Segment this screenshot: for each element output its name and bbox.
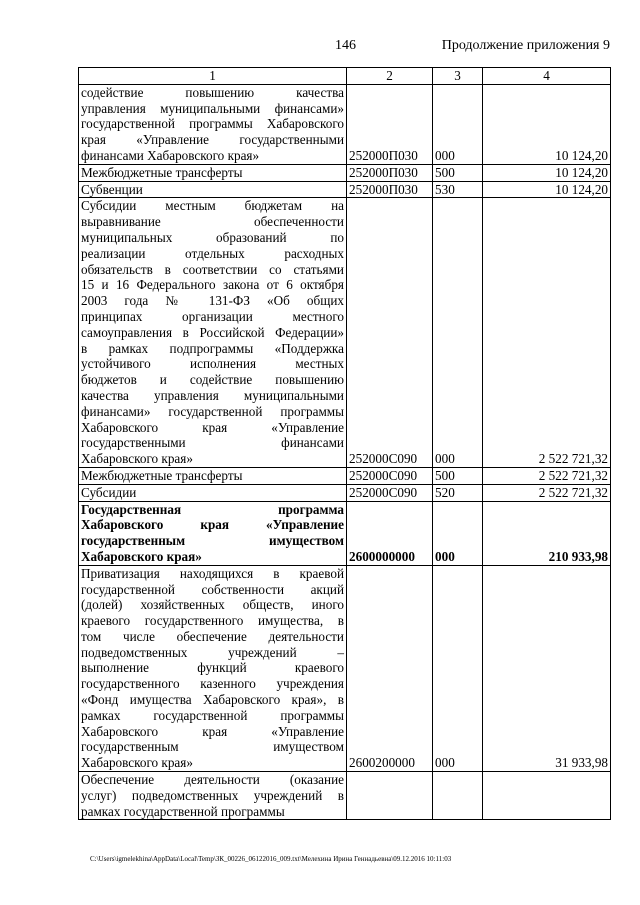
table-row [79,181,611,198]
table-row [79,198,611,468]
amount: 2 522 721,32 [483,467,611,484]
description-line: государственным имуществом [81,533,344,549]
expense-type-code: 500 [433,164,483,181]
amount [483,772,611,820]
description-line: рамках государственной программы [81,803,285,819]
table-row [79,501,611,565]
expense-type-code: 500 [433,467,483,484]
target-article-code: 252000П030 [347,84,433,164]
description-line: самоуправления в Российской Федерации» [81,324,344,340]
expense-type-code: 000 [433,565,483,771]
expense-type-code: 000 [433,84,483,164]
amount: 2 522 721,32 [483,198,611,468]
description-line: качества управления муниципальными [81,387,344,403]
table-row [79,467,611,484]
amount: 31 933,98 [483,565,611,771]
description-line: выравнивание обеспеченности [81,214,344,230]
description-line: Хабаровского края» [81,755,193,771]
continuation-note: Продолжение приложения 9 [441,38,610,53]
description-line: Обеспечение деятельности (оказание [81,772,344,788]
description-line: Хабаровского края» [81,548,202,564]
target-article-code: 252000П030 [347,181,433,198]
target-article-code [347,772,433,820]
target-article-code: 252000С090 [347,198,433,468]
column-header-2: 2 [347,68,433,85]
description-line: бюджетов и содействие повышению [81,372,344,388]
row-description [79,181,347,198]
description-line: Приватизация находящихся в краевой [81,565,344,581]
target-article-code: 2600000000 [347,501,433,565]
description-line: обязательств в соответствии со статьями [81,261,344,277]
table-row [79,84,611,164]
target-article-code: 252000С090 [347,484,433,501]
description-line: принципах организации местного [81,308,344,324]
description-line: подведомственных учреждений – [81,644,344,660]
table-row [79,772,611,820]
description-line: том числе обеспечение деятельности [81,628,344,644]
amount: 210 933,98 [483,501,611,565]
amount: 10 124,20 [483,181,611,198]
description-line: «Фонд имущества Хабаровского края», в [81,692,344,708]
description-line: 15 и 16 Федерального закона от 6 октября [81,277,344,293]
row-description [79,467,347,484]
expense-type-code [433,772,483,820]
description-line: содействие повышению качества [81,84,344,100]
description-line: реализации отдельных расходных [81,245,344,261]
description-line: (долей) хозяйственных обществ, иного [81,597,344,613]
table-row [79,164,611,181]
row-description [79,772,347,820]
row-description [79,84,347,164]
amount: 2 522 721,32 [483,484,611,501]
target-article-code: 252000П030 [347,164,433,181]
description-line: Хабаровского края» [81,451,193,467]
row-description [79,565,347,771]
description-line: Субсидии местным бюджетам на [81,198,344,214]
description-line: Государственная программа [81,501,344,517]
description-line: края «Управление государственными [81,132,344,148]
description-line: государственной программы Хабаровского [81,116,344,132]
row-description [79,164,347,181]
description-line: государственного казенного учреждения [81,676,344,692]
description-line: рамках государственной программы [81,707,344,723]
expense-type-code: 530 [433,181,483,198]
description-line: государственным имуществом [81,739,344,755]
description-line: муниципальных образований по [81,229,344,245]
column-header-4: 4 [483,68,611,85]
column-header-1: 1 [79,68,347,85]
description-line: управления муниципальными финансами» [81,100,344,116]
table-row [79,565,611,771]
target-article-code: 252000С090 [347,467,433,484]
page-number: 146 [335,38,356,53]
amount: 10 124,20 [483,84,611,164]
description-line: выполнение функций краевого [81,660,344,676]
target-article-code: 2600200000 [347,565,433,771]
table-row [79,484,611,501]
table-header-row [79,68,611,85]
expense-type-code: 000 [433,198,483,468]
description-line: Межбюджетные трансферты [81,164,243,180]
description-line: финансами» государственной программы [81,403,344,419]
expense-type-code: 000 [433,501,483,565]
description-line: Субсидии [81,484,137,500]
row-description [79,198,347,468]
description-line: услуг) подведомственных учреждений в [81,787,344,803]
budget-table [78,67,611,820]
description-line: государственными финансами [81,435,344,451]
row-description [79,484,347,501]
description-line: Субвенции [81,181,143,197]
description-line: в рамках подпрограммы «Поддержка [81,340,344,356]
description-line: финансами Хабаровского края» [81,147,260,163]
description-line: Межбюджетные трансферты [81,467,243,483]
row-description [79,501,347,565]
description-line: Хабаровского края «Управление [81,723,344,739]
description-line: 2003 года № 131-ФЗ «Об общих [81,293,344,309]
amount: 10 124,20 [483,164,611,181]
column-header-3: 3 [433,68,483,85]
description-line: устойчивого исполнения местных [81,356,344,372]
expense-type-code: 520 [433,484,483,501]
description-line: Хабаровского края «Управление [81,419,344,435]
file-path-footer: C:\Users\igmelekhina\AppData\Local\Temp\ЗК_00226_06122016_009.txt\Мелехина Ирина Геннадьевна\09.12.2016 10:11:03 [90,855,452,863]
description-line: Хабаровского края «Управление [81,517,344,533]
description-line: государственной собственности акций [81,581,344,597]
description-line: краевого государственного имущества, в [81,613,344,629]
